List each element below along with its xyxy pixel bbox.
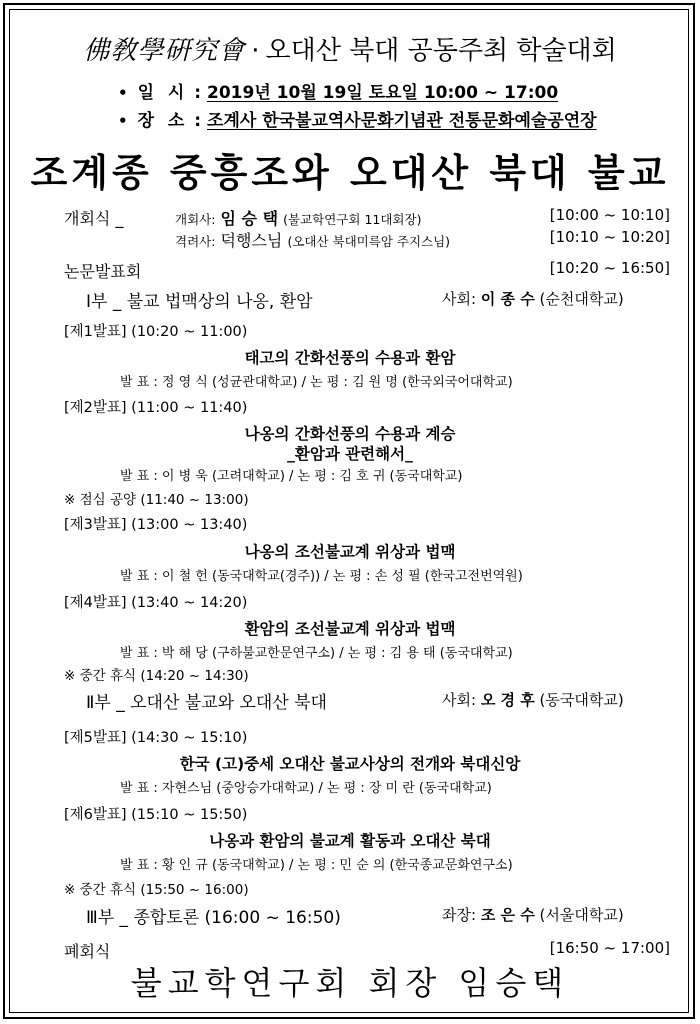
talk4-title: 환암의 조선불교계 위상과 법맥 — [244, 620, 456, 638]
presentation-section-label: 논문발표회 — [64, 262, 142, 281]
chair-label: 좌장: — [442, 906, 477, 924]
talk1-presenters: 발 표 : 정 영 식 (성균관대학교) / 논 평 : 김 원 명 (한국외국어대학교) — [120, 375, 513, 390]
encourage-affiliation: (오대산 북대미륵암 주지스님) — [287, 234, 451, 249]
poster-header — [0, 30, 700, 67]
talk2-title: 나옹의 간화선풍의 수용과 계승 — [244, 425, 456, 443]
talk3-slot: [제3발표] (13:00 ~ 13:40) — [64, 517, 248, 533]
moderator-affiliation: (순천대학교) — [539, 290, 624, 308]
talk5-slot: [제5발표] (14:30 ~ 15:10) — [64, 730, 248, 746]
talk2-slot: [제2발표] (11:00 ~ 11:40) — [64, 400, 248, 416]
closing-label: 폐회식 — [64, 942, 111, 961]
talk5-title: 한국 (고)중세 오대산 불교사상의 전개와 북대신앙 — [179, 755, 521, 773]
closing-time: [16:50 ~ 17:00] — [549, 939, 670, 957]
header-separator: · — [251, 36, 260, 66]
part3-title: Ⅲ부 _ 종합토론 (16:00 ~ 16:50) — [86, 908, 341, 928]
lunch-break: ※ 점심 공양 (11:40 ~ 13:00) — [64, 492, 249, 508]
header-title: 오대산 북대 공동주최 학술대회 — [265, 36, 617, 66]
moderator-name: 이 종 수 — [480, 290, 535, 308]
place-label: 장 소 — [137, 111, 189, 131]
talk1-slot: [제1발표] (10:20 ~ 11:00) — [64, 324, 248, 340]
opening-host-row — [175, 206, 421, 229]
part1-moderator — [442, 288, 624, 309]
talk4-slot: [제4발표] (13:40 ~ 14:20) — [64, 595, 248, 611]
host-time: [10:00 ~ 10:10] — [549, 206, 670, 224]
talk6-slot: [제6발표] (15:10 ~ 15:50) — [64, 807, 248, 823]
place-colon: : — [194, 111, 202, 131]
chair-name: 조 은 수 — [480, 906, 535, 924]
encourage-name: 덕행스님 — [220, 231, 283, 250]
talk3-title: 나옹의 조선불교계 위상과 법맥 — [244, 543, 456, 561]
moderator-name: 오 경 후 — [480, 691, 535, 709]
break1: ※ 중간 휴식 (14:20 ~ 14:30) — [64, 668, 249, 684]
footer-signature: 불교학연구회 회장 임승택 — [130, 964, 570, 1002]
opening-label: 개회식 _ — [64, 209, 124, 228]
date-line — [118, 78, 558, 103]
place-value: 조계사 한국불교역사문화기념관 전통문화예술공연장 — [207, 111, 597, 131]
presentation-section-time: [10:20 ~ 16:50] — [549, 259, 670, 277]
talk6-title: 나옹과 환암의 불교계 활동과 오대산 북대 — [209, 832, 491, 850]
moderator-affiliation: (동국대학교) — [539, 691, 624, 709]
talk6-presenters: 발 표 : 황 인 규 (동국대학교) / 논 평 : 민 순 의 (한국종교문화연구소) — [120, 858, 513, 873]
part3-chair — [442, 904, 624, 925]
encourage-time: [10:10 ~ 10:20] — [549, 228, 670, 246]
part1-title: Ⅰ부 _ 불교 법맥상의 나옹, 환암 — [86, 292, 313, 312]
host-role: 개회사: — [175, 212, 216, 227]
moderator-label: 사회: — [442, 691, 477, 709]
date-value: 2019년 10월 19일 토요일 10:00 ~ 17:00 — [207, 83, 559, 103]
part2-moderator — [442, 689, 624, 710]
place-line — [118, 106, 597, 131]
bullet-icon: • — [118, 112, 128, 130]
part2-title: Ⅱ부 _ 오대산 불교와 오대산 북대 — [86, 693, 327, 713]
talk2-presenters: 발 표 : 이 병 욱 (고려대학교) / 논 평 : 김 호 귀 (동국대학교) — [120, 469, 463, 484]
talk2-subtitle: _환암과 관련해서_ — [287, 445, 413, 463]
bullet-icon: • — [118, 84, 128, 102]
main-title: 조계종 중흥조와 오대산 북대 불교 — [30, 150, 670, 195]
society-hanja-name: 佛敎學硏究會 — [83, 36, 246, 66]
host-affiliation: (불교학연구회 11대회장) — [283, 212, 422, 227]
break2: ※ 중간 휴식 (15:50 ~ 16:00) — [64, 882, 249, 898]
encourage-role: 격려사: — [175, 234, 216, 249]
talk4-presenters: 발 표 : 박 해 당 (구하불교한문연구소) / 논 평 : 김 용 태 (동국대학교) — [120, 646, 513, 661]
opening-encourage-row — [175, 228, 450, 251]
talk3-presenters: 발 표 : 이 철 헌 (동국대학교(경주)) / 논 평 : 손 성 필 (한국고전번역원) — [120, 569, 523, 584]
talk1-title: 태고의 간화선풍의 수용과 환암 — [244, 349, 456, 367]
host-name: 임 승 택 — [220, 209, 279, 228]
date-colon: : — [194, 83, 202, 103]
date-label: 일 시 — [137, 83, 189, 103]
talk5-presenters: 발 표 : 자현스님 (중앙승가대학교) / 논 평 : 장 미 란 (동국대학교) — [120, 781, 492, 796]
chair-affiliation: (서울대학교) — [539, 906, 624, 924]
moderator-label: 사회: — [442, 290, 477, 308]
